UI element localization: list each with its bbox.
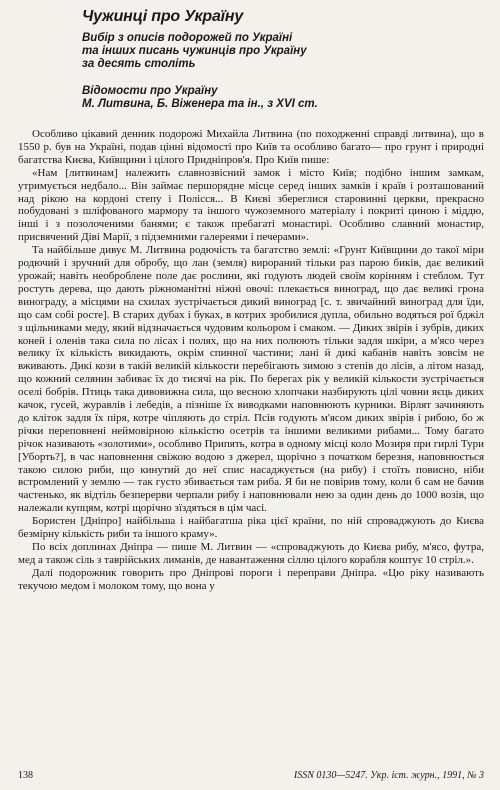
paragraph: Бористен [Дніпро] найбільша і найбагатша ріка цієї країни, по ній спроваджують до Києва безмірну кількість риби та іншого краму».: [18, 515, 484, 541]
page-footer: [18, 770, 484, 781]
subtitle-line: за десять століть: [82, 58, 196, 70]
subtitle-line: Вибір з описів подорожей по Україні: [82, 32, 293, 44]
article-subtitle: [82, 32, 482, 71]
section-heading: [82, 85, 482, 111]
journal-citation: ISSN 0130—5247. Укр. іст. журн., 1991, № 3: [293, 770, 484, 781]
paragraph: Особливо цікавий денник подорожі Михайла Литвина (по походженні справді литвина), що в 1550 р. був на Україні, подав цінні відомості про Київ та особливо багато— про грунт і природні багатства Києва, Київщини і цілого Придніпров'я. Про Київ пише:: [18, 128, 484, 166]
section-heading-line: М. Литвина, Б. Віженера та ін., з XVI ст.: [82, 98, 318, 110]
article-header: [82, 8, 482, 111]
paragraph: Далі подорожник говорить про Дніпрові пороги і переправи Дніпра. «Цю ріку називають текучою медом і молоком тому, що вона у: [18, 566, 484, 592]
paragraph: Та найбільше дивує М. Литвина родючість та багатство землі: «Грунт Київщини до такої міри родючий і зручний для обробу, що лан (земля) вирораний тільки раз парою биків, дає великий урожай; навіть необроблене поле дає рослини, які годують людей своїм корінням і стеблом. Тут ростуть дерева, що дають ріжноманітні ніжні овочі: плекається виноград, що дає великі грона винограду, а місцями на схилах зустрічається дикий виноград [с. т. звичайний виноград для їди, що сам собі росте]. В старих дубах і буках, в котрих зробилися дупла, обильно водяться рої бджіл з щільниками меду, який відзначається чудовим кольором і смаком. — Диких звірів і зубрів, диких коней і оленів така сила по лісах і полях, що на них полюють тільки задля шкіри, а м'ясо через велику їх кількість викидають, окрім спинної частини; лані й дикі кабанів навіть зовсім не вживають. Дикі кози в такій великій кількости перебігають зимою з степів до лісів, а літом назад, що кожний селянин забиває їх до тисячі на рік. По берегах рік у великій кількости зустрічається оселі бобрів. Птиць така дивовижна сила, що весною хлопчаки назбирують цілі човни яєць диких качок, гусей, журавлів і лебедів, а пізніше їх виводками наповнюють курники. Вірлят зачиняють до кліток задля їх піря, котре чіпляють до стріл. Псів годують м'ясом диких звірів і рибою, бо ж річки переповнені неймовірною кількістю осетрів та іншими великими рибами... Тому багато річок називають «золотими», особливо Припять, котра в одному місці коло Мозиря при гирлі Тури [Уборть?], в час наповнення свіжою водою з джерел, щорічно з початком березня, наповнюється такою силою риби, що кинутий до неї спис насаджується (на рибу) і стоїть повисно, ніби встромлений у землю — так густо збивається там риба. Я би не повірив тому, коли б сам не бачив частенько, як відтіль безперерви черпали рибу і наповнювали нею за один день до 1000 возів, що належали купцям, котрі щорічно зїздяться в цім часі.: [18, 244, 484, 515]
page-number: 138: [18, 770, 33, 781]
article-title: Чужинці про Україну: [82, 8, 244, 25]
article-body: [18, 128, 484, 593]
subtitle-line: та інших писань чужинців про Україну: [82, 45, 307, 57]
paragraph: «Нам [литвинам] належить славнозвісний замок і місто Київ; подібно іншим замкам, утримується недбало... Він займає першорядне місце серед інших замків і країв і розташований над рікою на кордоні степу і Полісся... В Києві збереглися старовинні церкви, прекрасно побудовані з шліфованого мармору та іншого чужоземного матеріалу і покриті циною і міддю, інші і з позолоченими банями; є також пребагаті монастирі. Особливо славний монастир, присвячений Діві Марії, з підземними галереями і печерами».: [18, 166, 484, 244]
section-heading-line: Відомости про Україну: [82, 85, 218, 97]
paragraph: По всіх доплинах Дніпра — пише М. Литвин — «спроваджують до Києва рибу, м'ясо, футра, мед а також сіль з таврійських лиманів, де навантаження сіллю цілого корабля коштує 10 стріл.».: [18, 541, 484, 566]
